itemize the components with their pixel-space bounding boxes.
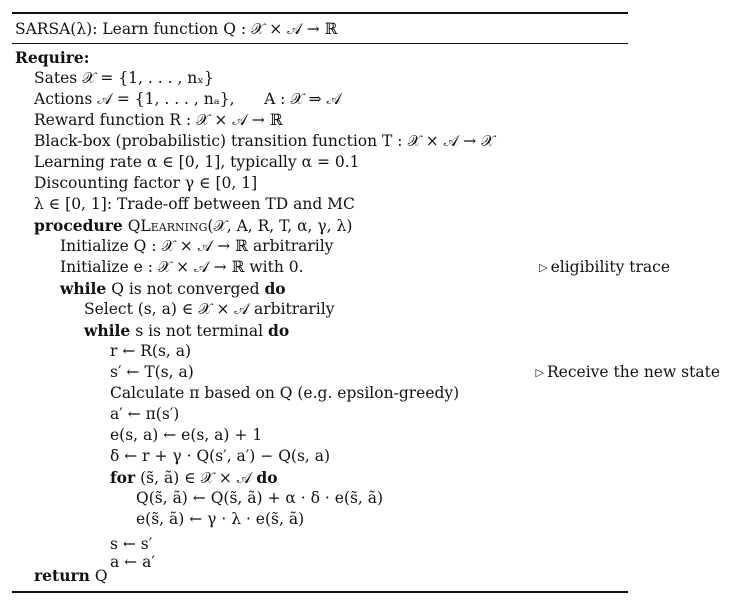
- for-keyword: for: [110, 468, 136, 487]
- a-prime-text: a′ ← π(s′): [110, 405, 180, 423]
- learning-rate-text: Learning rate α ∈ [0, 1], typically α = 0.1: [34, 153, 360, 171]
- calc-pi-text: Calculate π based on Q (e.g. epsilon-greedy): [110, 384, 460, 402]
- init-e-text: Initialize e : 𝒳 × 𝒜 → ℝ with 0.: [60, 258, 304, 276]
- line-e-update: [12, 425, 726, 446]
- e-decay-text: e(s̃, ã) ← γ · λ · e(s̃, ã): [136, 510, 305, 528]
- line-actions: [12, 89, 650, 110]
- line-return: [12, 565, 650, 586]
- lambda-text: λ ∈ [0, 1]: Trade-off between TD and MC: [34, 195, 355, 213]
- line-states: [12, 68, 650, 89]
- transition-text: Black-box (probabilistic) transition function T : 𝒳 × 𝒜 → 𝒳: [34, 132, 495, 150]
- line-s-prime: [12, 362, 726, 383]
- line-procedure: [12, 215, 650, 236]
- return-keyword: return: [34, 566, 90, 585]
- actions-text: Actions 𝒜 = {1, . . . , nₐ}, A : 𝒳 ⇒ 𝒜: [34, 90, 342, 108]
- procedure-keyword: procedure: [34, 216, 123, 235]
- s-assign-text: s ← s′: [110, 535, 153, 553]
- comment-triangle-icon: ▷: [539, 261, 548, 274]
- select-text: Select (s, a) ∈ 𝒳 × 𝒜 arbitrarily: [84, 300, 335, 318]
- q-update-text: Q(s̃, ã) ← Q(s̃, ã) + α · δ · e(s̃, ã): [136, 489, 384, 507]
- line-select: [12, 299, 700, 320]
- line-learning-rate: [12, 152, 650, 173]
- s-prime-text: s′ ← T(s, a): [110, 363, 194, 381]
- line-calc-pi: [12, 383, 726, 404]
- line-for: [12, 467, 726, 488]
- line-while-terminal: [12, 320, 700, 341]
- require-heading: [12, 47, 631, 68]
- return-value: Q: [94, 567, 108, 585]
- r-assign-text: r ← R(s, a): [110, 342, 192, 360]
- discount-text: Discounting factor γ ∈ [0, 1]: [34, 174, 258, 192]
- require-label: Require:: [15, 48, 90, 67]
- do-keyword: do: [267, 321, 290, 340]
- line-r-assign: [12, 341, 726, 362]
- line-init-q: [12, 236, 676, 257]
- line-while-converged: [12, 278, 676, 299]
- while-keyword: while: [60, 279, 107, 298]
- line-reward: [12, 110, 650, 131]
- reward-text: Reward function R : 𝒳 × 𝒜 → ℝ: [34, 111, 283, 129]
- line-init-e: [12, 257, 676, 278]
- line-discount: [12, 173, 650, 194]
- delta-text: δ ← r + γ · Q(s′, a′) − Q(s, a): [110, 447, 331, 465]
- for-cond: (s̃, ã) ∈ 𝒳 × 𝒜: [140, 469, 252, 487]
- line-e-decay: [12, 509, 752, 530]
- caption-text: SARSA(λ): Learn function Q : 𝒳 × 𝒜 → ℝ: [15, 20, 338, 38]
- algorithm-box: [12, 12, 720, 594]
- line-delta: [12, 446, 726, 467]
- procedure-name: QLearning: [127, 217, 208, 235]
- line-transition: [12, 131, 650, 152]
- algorithm-caption: [12, 19, 631, 40]
- do-keyword: do: [264, 279, 286, 298]
- procedure-args: (𝒳, A, R, T, α, γ, λ): [207, 217, 353, 235]
- init-e-comment-text: eligibility trace: [550, 258, 670, 276]
- line-q-update: [12, 488, 752, 509]
- s-prime-comment-text: Receive the new state: [547, 363, 720, 381]
- s-prime-comment: [536, 362, 720, 383]
- bottom-rule: [12, 591, 628, 593]
- do-keyword: do: [256, 468, 278, 487]
- init-q-text: Initialize Q : 𝒳 × 𝒜 → ℝ arbitrarily: [60, 237, 334, 255]
- while-terminal-cond: s is not terminal: [135, 322, 264, 340]
- e-update-text: e(s, a) ← e(s, a) + 1: [110, 426, 263, 444]
- a-assign-text: a ← a′: [110, 553, 155, 571]
- while-converged-cond: Q is not converged: [111, 280, 260, 298]
- states-text: Sates 𝒳 = {1, . . . , nₓ}: [34, 69, 214, 87]
- top-rule: [12, 12, 628, 14]
- comment-triangle-icon: ▷: [535, 366, 544, 379]
- line-a-prime: [12, 404, 726, 425]
- while-keyword: while: [84, 321, 131, 340]
- caption-rule: [12, 43, 628, 44]
- init-e-comment: [539, 257, 670, 278]
- line-lambda: [12, 194, 650, 215]
